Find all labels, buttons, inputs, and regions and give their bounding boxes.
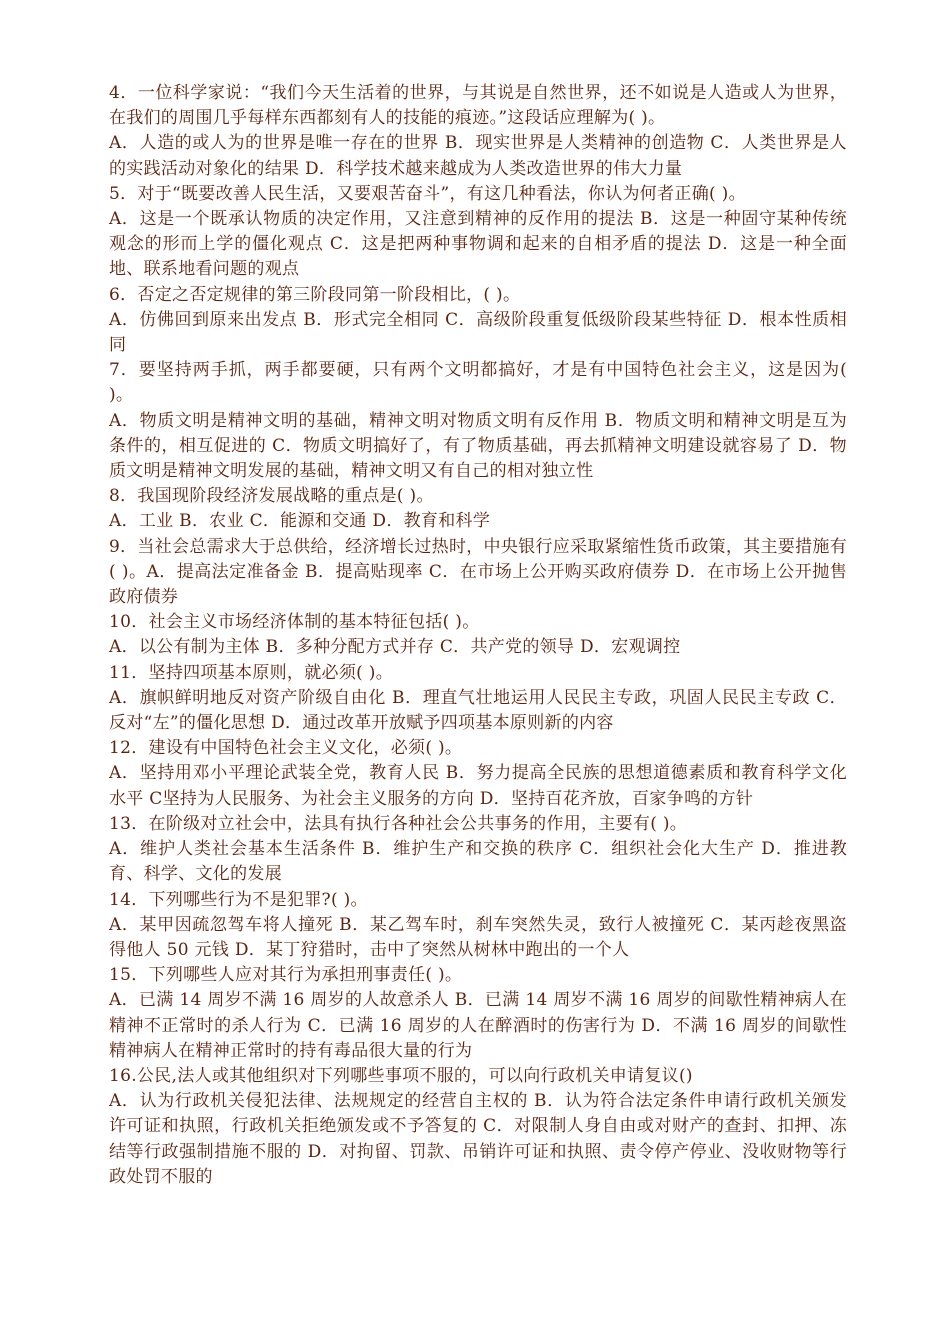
document-page <box>109 81 847 1190</box>
question-options: A．旗帜鲜明地反对资产阶级自由化 B．理直气壮地运用人民民主专政，巩固人民民主专政 C．反对“左”的僵化思想 D．通过改革开放赋予四项基本原则新的内容 <box>109 687 847 734</box>
question-10 <box>109 610 847 660</box>
question-text: 12．建设有中国特色社会主义文化，必须( )。 <box>109 738 463 759</box>
question-4 <box>109 81 847 182</box>
question-options: A．维护人类社会基本生活条件 B．维护生产和交换的秩序 C．组织社会化大生产 D．推进教育、科学、文化的发展 <box>109 839 847 885</box>
question-11 <box>109 661 847 737</box>
question-13 <box>109 812 847 888</box>
question-6 <box>109 283 847 359</box>
question-options: A．以公有制为主体 B．多种分配方式并存 C．共产党的领导 D．宏观调控 <box>109 637 681 658</box>
question-options: A．认为行政机关侵犯法律、法规规定的经营自主权的 B．认为符合法定条件申请行政机关颁发许可证和执照，行政机关拒绝颁发或不予答复的 C．对限制人身自由或对财产的查封、扣押、冻结等行政强制措施不服的 D．对拘留、罚款、吊销许可证和执照、责令停产停业、没收财物等行政处罚不服的 <box>109 1091 847 1187</box>
question-options: A．某甲因疏忽驾车将人撞死 B．某乙驾车时，刹车突然失灵，致行人被撞死 C．某丙趁夜黑盗得他人 50 元钱 D．某丁狩猎时，击中了突然从树林中跑出的一个人 <box>109 914 847 960</box>
question-5 <box>109 182 847 283</box>
question-text: 7．要坚持两手抓，两手都要硬，只有两个文明都搞好，才是有中国特色社会主义，这是因为( )。 <box>109 360 847 406</box>
question-text: 8．我国现阶段经济发展战略的重点是( )。 <box>109 486 434 507</box>
question-text: 4．一位科学家说：“我们今天生活着的世界，与其说是自然世界，还不如说是人造或人为世界，在我们的周围几乎每样东西都刻有人的技能的痕迹。”这段话应理解为( )。 <box>109 83 847 129</box>
question-options: A．这是一个既承认物质的决定作用，又注意到精神的反作用的提法 B．这是一种固守某种传统观念的形而上学的僵化观点 C．这是把两种事物调和起来的自相矛盾的提法 D．这是一种全面地、联系地看问题的观点 <box>109 209 847 280</box>
question-16 <box>109 1064 847 1190</box>
question-9 <box>109 535 847 611</box>
question-text: 10．社会主义市场经济体制的基本特征包括( )。 <box>109 612 480 633</box>
question-options: A．坚持用邓小平理论武装全党，教育人民 B．努力提高全民族的思想道德素质和教育科学文化水平 C坚持为人民服务、为社会主义服务的方向 D．坚持百花齐放，百家争鸣的方针 <box>109 763 847 809</box>
question-15 <box>109 963 847 1064</box>
question-8 <box>109 484 847 534</box>
question-14 <box>109 888 847 964</box>
question-text: 13．在阶级对立社会中，法具有执行各种社会公共事务的作用，主要有( )。 <box>109 813 688 834</box>
question-options: A．仿佛回到原来出发点 B．形式完全相同 C．高级阶段重复低级阶段某些特征 D．根本性质相同 <box>109 309 847 356</box>
question-text: 6．否定之否定规律的第三阶段同第一阶段相比，( )。 <box>109 284 521 305</box>
question-text: 15．下列哪些人应对其行为承担刑事责任( )。 <box>109 965 463 986</box>
question-12 <box>109 736 847 812</box>
question-text: 11．坚持四项基本原则，就必须( )。 <box>109 662 393 683</box>
question-text: 16.公民,法人或其他组织对下列哪些事项不服的，可以向行政机关申请复议() <box>109 1065 693 1086</box>
question-text: 5．对于“既要改善人民生活，又要艰苦奋斗”，有这几种看法，你认为何者正确( )。 <box>109 183 746 204</box>
question-text: 14．下列哪些行为不是犯罪?( )。 <box>109 889 368 910</box>
question-options: A．工业 B．农业 C．能源和交通 D．教育和科学 <box>109 511 491 532</box>
question-options: A．物质文明是精神文明的基础，精神文明对物质文明有反作用 B．物质文明和精神文明是互为条件的，相互促进的 C．物质文明搞好了，有了物质基础，再去抓精神文明建设就容易了 D．物质文明是精神文明发展的基础，精神文明又有自己的相对独立性 <box>109 410 847 482</box>
question-text: 9．当社会总需求大于总供给，经济增长过热时，中央银行应采取紧缩性货币政策，其主要措施有( )。A．提高法定准备金 B．提高贴现率 C．在市场上公开购买政府债券 D．在市场上公开抛售政府债券 <box>109 536 847 608</box>
question-7 <box>109 358 847 484</box>
question-options: A．人造的或人为的世界是唯一存在的世界 B．现实世界是人类精神的创造物 C．人类世界是人的实践活动对象化的结果 D．科学技术越来越成为人类改造世界的伟大力量 <box>109 133 847 179</box>
question-options: A．已满 14 周岁不满 16 周岁的人故意杀人 B．已满 14 周岁不满 16 周岁的间歇性精神病人在精神不正常时的杀人行为 C．已满 16 周岁的人在醉酒时的伤害行为 D．不满 16 周岁的间歇性精神病人在精神正常时的持有毒品很大量的行为 <box>109 990 847 1061</box>
